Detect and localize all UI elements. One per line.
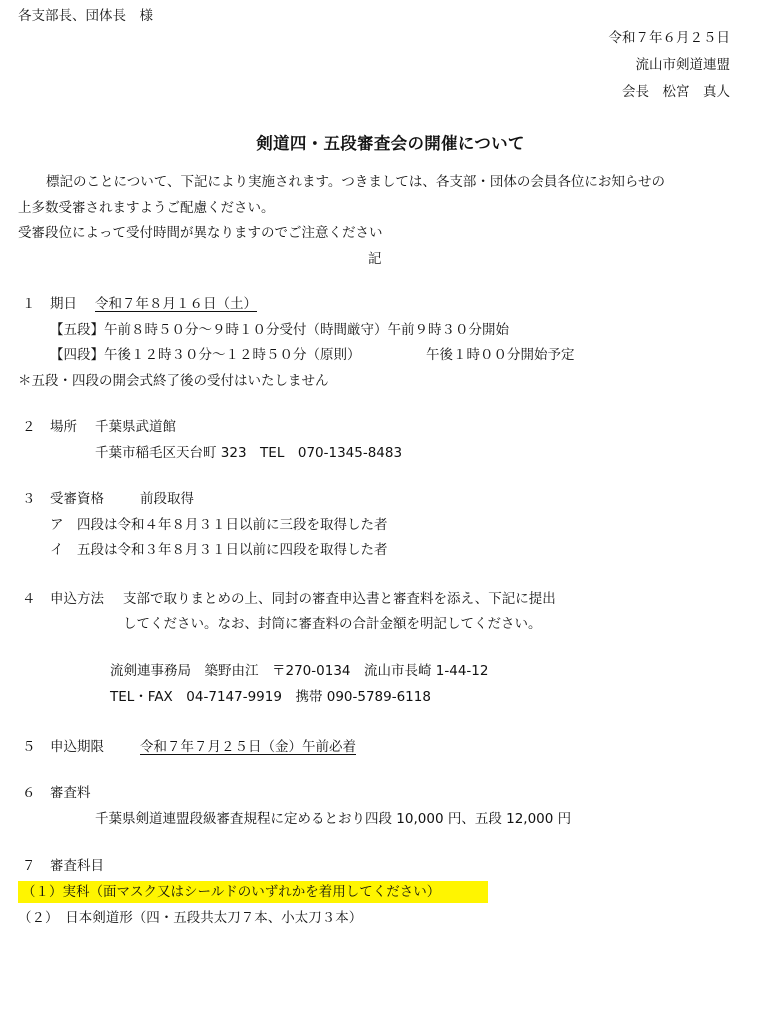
item-1-date: 令和７年８月１６日（土） <box>95 296 257 312</box>
item-3-value: 前段取得 <box>140 491 194 507</box>
item-4-line-1: 支部で取りまとめの上、同封の審査申込書と審査料を添え、下記に提出 <box>123 591 556 607</box>
item-6-number: ６ <box>22 785 36 801</box>
sender-chair: 会長 松宮 真人 <box>622 84 730 100</box>
ki-heading: 記 <box>368 251 382 267</box>
item-4-label: 申込方法 <box>50 591 104 607</box>
item-2-address: 千葉市稲毛区天台町 323 TEL 070-1345-8483 <box>95 445 403 461</box>
item-4-office-phone: TEL・FAX 04-7147-9919 携帯 090-5789-6118 <box>110 689 431 705</box>
item-5-deadline: 令和７年７月２５日（金）午前必着 <box>140 739 356 755</box>
item-1-note: ＊五段・四段の開会式終了後の受付はいたしません <box>18 373 329 389</box>
item-3-number: ３ <box>22 491 36 507</box>
sender-organization: 流山市剣道連盟 <box>635 57 730 73</box>
item-6-fee-text: 千葉県剣道連盟段級審査規程に定めるとおり四段 10,000 円、五段 12,000 円 <box>95 811 572 827</box>
item-7-subject-1-note: （面マスク又はシールドのいずれかを着用してください） <box>89 884 441 900</box>
item-4-line-2: してください。なお、封筒に審査料の合計金額を明記してください。 <box>123 616 542 632</box>
item-2-label: 場所 <box>50 419 77 435</box>
intro-line-3: 受審段位によって受付時間が異なりますのでご注意ください <box>18 225 383 241</box>
item-3-condition-i: イ 五段は令和３年８月３１日以前に四段を取得した者 <box>50 542 388 558</box>
intro-line-2: 上多数受審されますようご配慮ください。 <box>18 200 275 216</box>
item-1-yondan-start: 午後１時００分開始予定 <box>426 347 575 363</box>
item-1-number: １ <box>22 296 36 312</box>
addressee: 各支部長、団体長 様 <box>18 8 153 24</box>
item-4-number: ４ <box>22 591 36 607</box>
item-1-label: 期日 <box>50 296 77 312</box>
item-3-label: 受審資格 <box>50 491 104 507</box>
item-5-label: 申込期限 <box>50 739 104 755</box>
item-7-subject-2: （２） 日本剣道形（四・五段共太刀７本、小太刀３本） <box>18 910 363 926</box>
item-4-office-address: 流剣連事務局 築野由江 〒270-0134 流山市長崎 1-44-12 <box>110 663 489 679</box>
item-3-condition-a: ア 四段は令和４年８月３１日以前に三段を取得した者 <box>50 517 388 533</box>
item-1-godan-schedule: 【五段】午前８時５０分～９時１０分受付（時間厳守）午前９時３０分開始 <box>50 322 509 338</box>
item-2-number: ２ <box>22 419 36 435</box>
intro-line-1: 標記のことについて、下記により実施されます。つきましては、各支部・団体の会員各位にお知らせの <box>46 174 665 190</box>
page-title: 剣道四・五段審査会の開催について <box>256 134 525 153</box>
item-2-venue: 千葉県武道館 <box>95 419 176 435</box>
item-7-subject-1-label: 実科 <box>62 884 90 900</box>
item-7-number: ７ <box>22 858 36 874</box>
document-date: 令和７年６月２５日 <box>608 30 730 46</box>
item-7-label: 審査科目 <box>50 858 104 874</box>
item-7-subject-1-number: （１） <box>22 884 63 900</box>
item-6-label: 審査料 <box>50 785 91 801</box>
item-7-subject-1 <box>22 882 440 902</box>
item-5-number: ５ <box>22 739 36 755</box>
item-1-yondan-reception: 【四段】午後１２時３０分～１２時５０分（原則） <box>50 347 361 363</box>
